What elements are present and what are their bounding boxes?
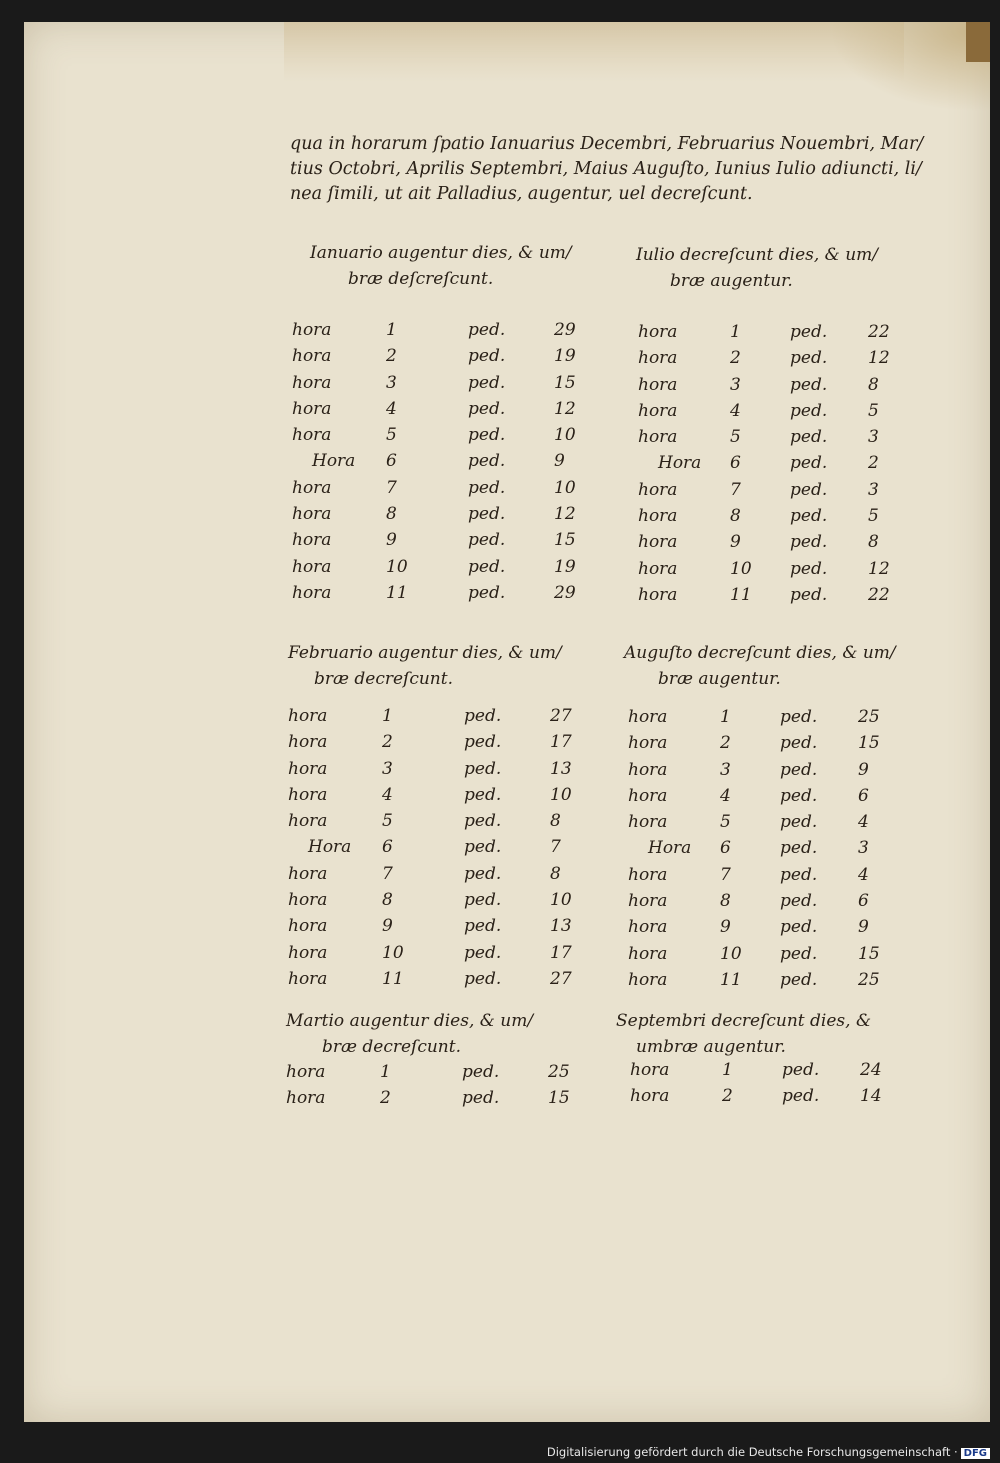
heading-line: Martio augentur dies, & um/: [286, 1011, 534, 1031]
ped-label: ped.: [780, 759, 818, 780]
shadow-length: 19: [554, 346, 576, 367]
hour-number: 10: [720, 943, 742, 964]
hour-number: 11: [386, 582, 408, 603]
heading-line: bræ deſcreſcunt.: [348, 269, 494, 289]
ped-label: ped.: [464, 890, 502, 911]
ped-label: ped.: [780, 812, 818, 833]
ped-label: ped.: [780, 943, 818, 964]
shadow-length: 15: [554, 372, 576, 393]
ped-label: ped.: [464, 837, 502, 858]
ped-label: ped.: [782, 1060, 820, 1080]
table-heading-ianuario: [310, 240, 572, 292]
ped-label: ped.: [464, 811, 502, 832]
ped-label: ped.: [780, 864, 818, 885]
hour-number: 2: [730, 348, 741, 369]
hour-label: hora: [628, 891, 668, 912]
book-page: [24, 22, 990, 1422]
ped-label: ped.: [780, 891, 818, 912]
shadow-length: 9: [858, 917, 869, 938]
ped-label: ped.: [468, 477, 506, 498]
shadow-length: 15: [858, 943, 880, 964]
hour-label: Hora: [658, 453, 702, 474]
shadow-length: 8: [868, 532, 879, 553]
ped-label: ped.: [790, 374, 828, 395]
ped-label: ped.: [780, 969, 818, 990]
table-heading-martio: [286, 1008, 533, 1060]
hour-number: 2: [722, 1086, 733, 1107]
ped-label: ped.: [464, 916, 502, 937]
hour-number: 4: [386, 398, 397, 419]
ped-label: ped.: [468, 451, 506, 472]
hour-number: 8: [730, 506, 741, 527]
shadow-length: 8: [550, 863, 561, 884]
ped-label: ped.: [468, 504, 506, 525]
hour-number: 7: [720, 864, 731, 885]
hour-label: hora: [292, 582, 332, 603]
ped-label: ped.: [468, 346, 506, 367]
ped-label: ped.: [464, 732, 502, 753]
shadow-length: 17: [550, 942, 572, 963]
intro-line: qua in horarum ſpatio Ianuarius Decembri, Februarius Nouembri, Mar/: [290, 134, 924, 154]
hour-number: 6: [386, 451, 397, 472]
hour-label: hora: [288, 732, 328, 753]
ped-label: ped.: [790, 322, 828, 342]
shadow-length: 12: [868, 558, 890, 579]
hour-label: hora: [292, 425, 332, 446]
hour-label: hora: [292, 346, 332, 367]
hour-label: hora: [638, 322, 678, 342]
shadow-length: 6: [858, 785, 869, 806]
ped-label: ped.: [462, 1088, 500, 1109]
shadow-length: 27: [550, 968, 572, 989]
shadow-length: 22: [868, 584, 890, 605]
hour-number: 4: [382, 784, 393, 805]
hour-number: 10: [386, 556, 408, 577]
ped-label: ped.: [468, 398, 506, 419]
hour-number: 1: [382, 706, 393, 726]
hour-number: 8: [720, 891, 731, 912]
hour-label: hora: [628, 812, 668, 833]
hour-number: 8: [382, 890, 393, 911]
hour-label: hora: [292, 372, 332, 393]
shadow-length: 10: [554, 425, 576, 446]
hour-label: hora: [628, 864, 668, 885]
hour-label: hora: [638, 532, 678, 553]
hour-label: hora: [288, 968, 328, 989]
ped-label: ped.: [790, 453, 828, 474]
hour-number: 5: [382, 811, 393, 832]
hour-label: hora: [292, 320, 332, 340]
hour-label: hora: [638, 506, 678, 527]
shadow-length: 13: [550, 916, 572, 937]
shadow-length: 29: [554, 582, 576, 603]
hour-number: 11: [382, 968, 404, 989]
ped-label: ped.: [790, 348, 828, 369]
hour-label: hora: [292, 504, 332, 525]
hour-label: hora: [292, 477, 332, 498]
shadow-length: 6: [858, 891, 869, 912]
table-heading-septembri: [616, 1008, 871, 1060]
hour-label: hora: [628, 917, 668, 938]
hour-number: 5: [386, 425, 397, 446]
hour-label: hora: [638, 374, 678, 395]
shadow-length: 15: [858, 733, 880, 754]
hour-number: 1: [380, 1062, 391, 1082]
hour-number: 11: [730, 584, 752, 605]
hour-label: hora: [292, 398, 332, 419]
table-heading-iulio: [636, 242, 878, 294]
shadow-length: 10: [550, 784, 572, 805]
hour-label: hora: [286, 1062, 326, 1082]
ped-label: ped.: [468, 582, 506, 603]
hour-number: 1: [386, 320, 397, 340]
ped-label: ped.: [790, 479, 828, 500]
shadow-length: 15: [554, 530, 576, 551]
shadow-length: 12: [868, 348, 890, 369]
ped-label: ped.: [790, 584, 828, 605]
ped-label: ped.: [464, 706, 502, 726]
water-stain: [284, 22, 904, 82]
shadow-length: 17: [550, 732, 572, 753]
ped-label: ped.: [790, 506, 828, 527]
ped-label: ped.: [790, 532, 828, 553]
shadow-length: 8: [868, 374, 879, 395]
footer-text: Digitalisierung gefördert durch die Deutsche Forschungsgemeinschaft ·: [546, 1445, 958, 1459]
shadow-length: 10: [550, 890, 572, 911]
ped-label: ped.: [464, 784, 502, 805]
shadow-length: 12: [554, 504, 576, 525]
ped-label: ped.: [782, 1086, 820, 1107]
ped-label: ped.: [468, 556, 506, 577]
hour-number: 2: [382, 732, 393, 753]
ped-label: ped.: [790, 400, 828, 421]
shadow-length: 25: [548, 1062, 570, 1082]
intro-line: tius Octobri, Aprilis Septembri, Maius Auguſto, Iunius Iulio adiuncti, li/: [290, 159, 922, 179]
heading-line: Auguſto decreſcunt dies, & um/: [624, 643, 896, 663]
hour-label: hora: [628, 785, 668, 806]
hour-number: 3: [382, 758, 393, 779]
intro-line: nea ſimili, ut ait Palladius, augentur, uel decreſcunt.: [290, 184, 753, 204]
shadow-length: 13: [550, 758, 572, 779]
hour-number: 2: [386, 346, 397, 367]
shadow-length: 15: [548, 1088, 570, 1109]
hour-label: hora: [628, 943, 668, 964]
heading-line: Iulio decreſcunt dies, & um/: [636, 245, 879, 265]
hour-label: hora: [288, 890, 328, 911]
hour-number: 7: [386, 477, 397, 498]
hour-number: 6: [730, 453, 741, 474]
heading-line: bræ augentur.: [670, 271, 793, 291]
hour-number: 10: [730, 558, 752, 579]
hour-label: hora: [638, 479, 678, 500]
hour-number: 10: [382, 942, 404, 963]
shadow-length: 3: [868, 427, 879, 448]
heading-line: bræ augentur.: [658, 669, 781, 689]
hour-label: hora: [288, 863, 328, 884]
hour-label: hora: [630, 1060, 670, 1080]
hour-label: hora: [288, 706, 328, 726]
hour-number: 4: [720, 785, 731, 806]
shadow-length: 9: [858, 759, 869, 780]
shadow-length: 2: [868, 453, 879, 474]
heading-line: Februario augentur dies, & um/: [288, 643, 562, 663]
hour-number: 1: [720, 707, 731, 727]
hour-label: hora: [288, 916, 328, 937]
shadow-length: 29: [554, 320, 576, 340]
ped-label: ped.: [464, 968, 502, 989]
hour-number: 3: [720, 759, 731, 780]
digitization-footer: [547, 1445, 990, 1459]
shadow-length: 3: [858, 838, 869, 859]
hour-number: 9: [382, 916, 393, 937]
ped-label: ped.: [464, 758, 502, 779]
table-heading-februario: [288, 640, 562, 692]
hour-label: hora: [628, 707, 668, 727]
shadow-length: 10: [554, 477, 576, 498]
hour-number: 5: [720, 812, 731, 833]
shadow-length: 3: [868, 479, 879, 500]
ped-label: ped.: [468, 320, 506, 340]
ped-label: ped.: [468, 372, 506, 393]
shadow-length: 9: [554, 451, 565, 472]
hour-number: 1: [730, 322, 741, 342]
table-heading-augusto: [624, 640, 896, 692]
hour-number: 9: [386, 530, 397, 551]
ped-label: ped.: [464, 942, 502, 963]
hour-number: 4: [730, 400, 741, 421]
hour-label: hora: [638, 400, 678, 421]
hour-number: 7: [730, 479, 741, 500]
ped-label: ped.: [780, 733, 818, 754]
hour-number: 6: [720, 838, 731, 859]
hour-label: hora: [638, 584, 678, 605]
hour-number: 7: [382, 863, 393, 884]
hour-label: hora: [288, 784, 328, 805]
dfg-logo: DFG: [961, 1448, 990, 1459]
ped-label: ped.: [468, 530, 506, 551]
heading-line: bræ decreſcunt.: [322, 1037, 461, 1057]
hour-number: 2: [720, 733, 731, 754]
shadow-length: 14: [860, 1086, 882, 1107]
hour-number: 2: [380, 1088, 391, 1109]
hour-number: 9: [730, 532, 741, 553]
shadow-length: 12: [554, 398, 576, 419]
hour-label: hora: [292, 530, 332, 551]
ped-label: ped.: [468, 425, 506, 446]
hour-label: hora: [638, 558, 678, 579]
hour-label: hora: [638, 427, 678, 448]
hour-label: hora: [288, 758, 328, 779]
hour-label: hora: [628, 969, 668, 990]
hour-number: 1: [722, 1060, 733, 1080]
hour-label: hora: [628, 759, 668, 780]
shadow-length: 24: [860, 1060, 882, 1080]
heading-line: umbræ augentur.: [636, 1037, 786, 1057]
hour-label: Hora: [312, 451, 356, 472]
shadow-length: 4: [858, 812, 869, 833]
hour-label: hora: [638, 348, 678, 369]
hour-label: hora: [286, 1088, 326, 1109]
ped-label: ped.: [462, 1062, 500, 1082]
ped-label: ped.: [790, 558, 828, 579]
hour-label: hora: [292, 556, 332, 577]
ped-label: ped.: [780, 838, 818, 859]
shadow-length: 19: [554, 556, 576, 577]
hour-number: 3: [730, 374, 741, 395]
shadow-length: 27: [550, 706, 572, 726]
hour-label: hora: [288, 811, 328, 832]
heading-line: bræ decreſcunt.: [314, 669, 453, 689]
shadow-length: 8: [550, 811, 561, 832]
shadow-length: 25: [858, 969, 880, 990]
intro-paragraph: [290, 132, 924, 207]
ped-label: ped.: [464, 863, 502, 884]
hour-label: Hora: [308, 837, 352, 858]
hour-number: 8: [386, 504, 397, 525]
hour-label: hora: [630, 1086, 670, 1107]
shadow-length: 4: [858, 864, 869, 885]
hour-number: 9: [720, 917, 731, 938]
ped-label: ped.: [780, 785, 818, 806]
hour-label: hora: [628, 733, 668, 754]
hour-number: 5: [730, 427, 741, 448]
ped-label: ped.: [780, 707, 818, 727]
shadow-length: 7: [550, 837, 561, 858]
shadow-length: 25: [858, 707, 880, 727]
hour-label: hora: [288, 942, 328, 963]
hour-number: 6: [382, 837, 393, 858]
page-corner: [966, 22, 990, 62]
ped-label: ped.: [790, 427, 828, 448]
ped-label: ped.: [780, 917, 818, 938]
heading-line: Septembri decreſcunt dies, &: [616, 1011, 872, 1031]
heading-line: Ianuario augentur dies, & um/: [310, 243, 572, 263]
hour-number: 11: [720, 969, 742, 990]
hour-label: Hora: [648, 838, 692, 859]
shadow-length: 5: [868, 400, 879, 421]
shadow-length: 22: [868, 322, 890, 342]
hour-number: 3: [386, 372, 397, 393]
shadow-length: 5: [868, 506, 879, 527]
